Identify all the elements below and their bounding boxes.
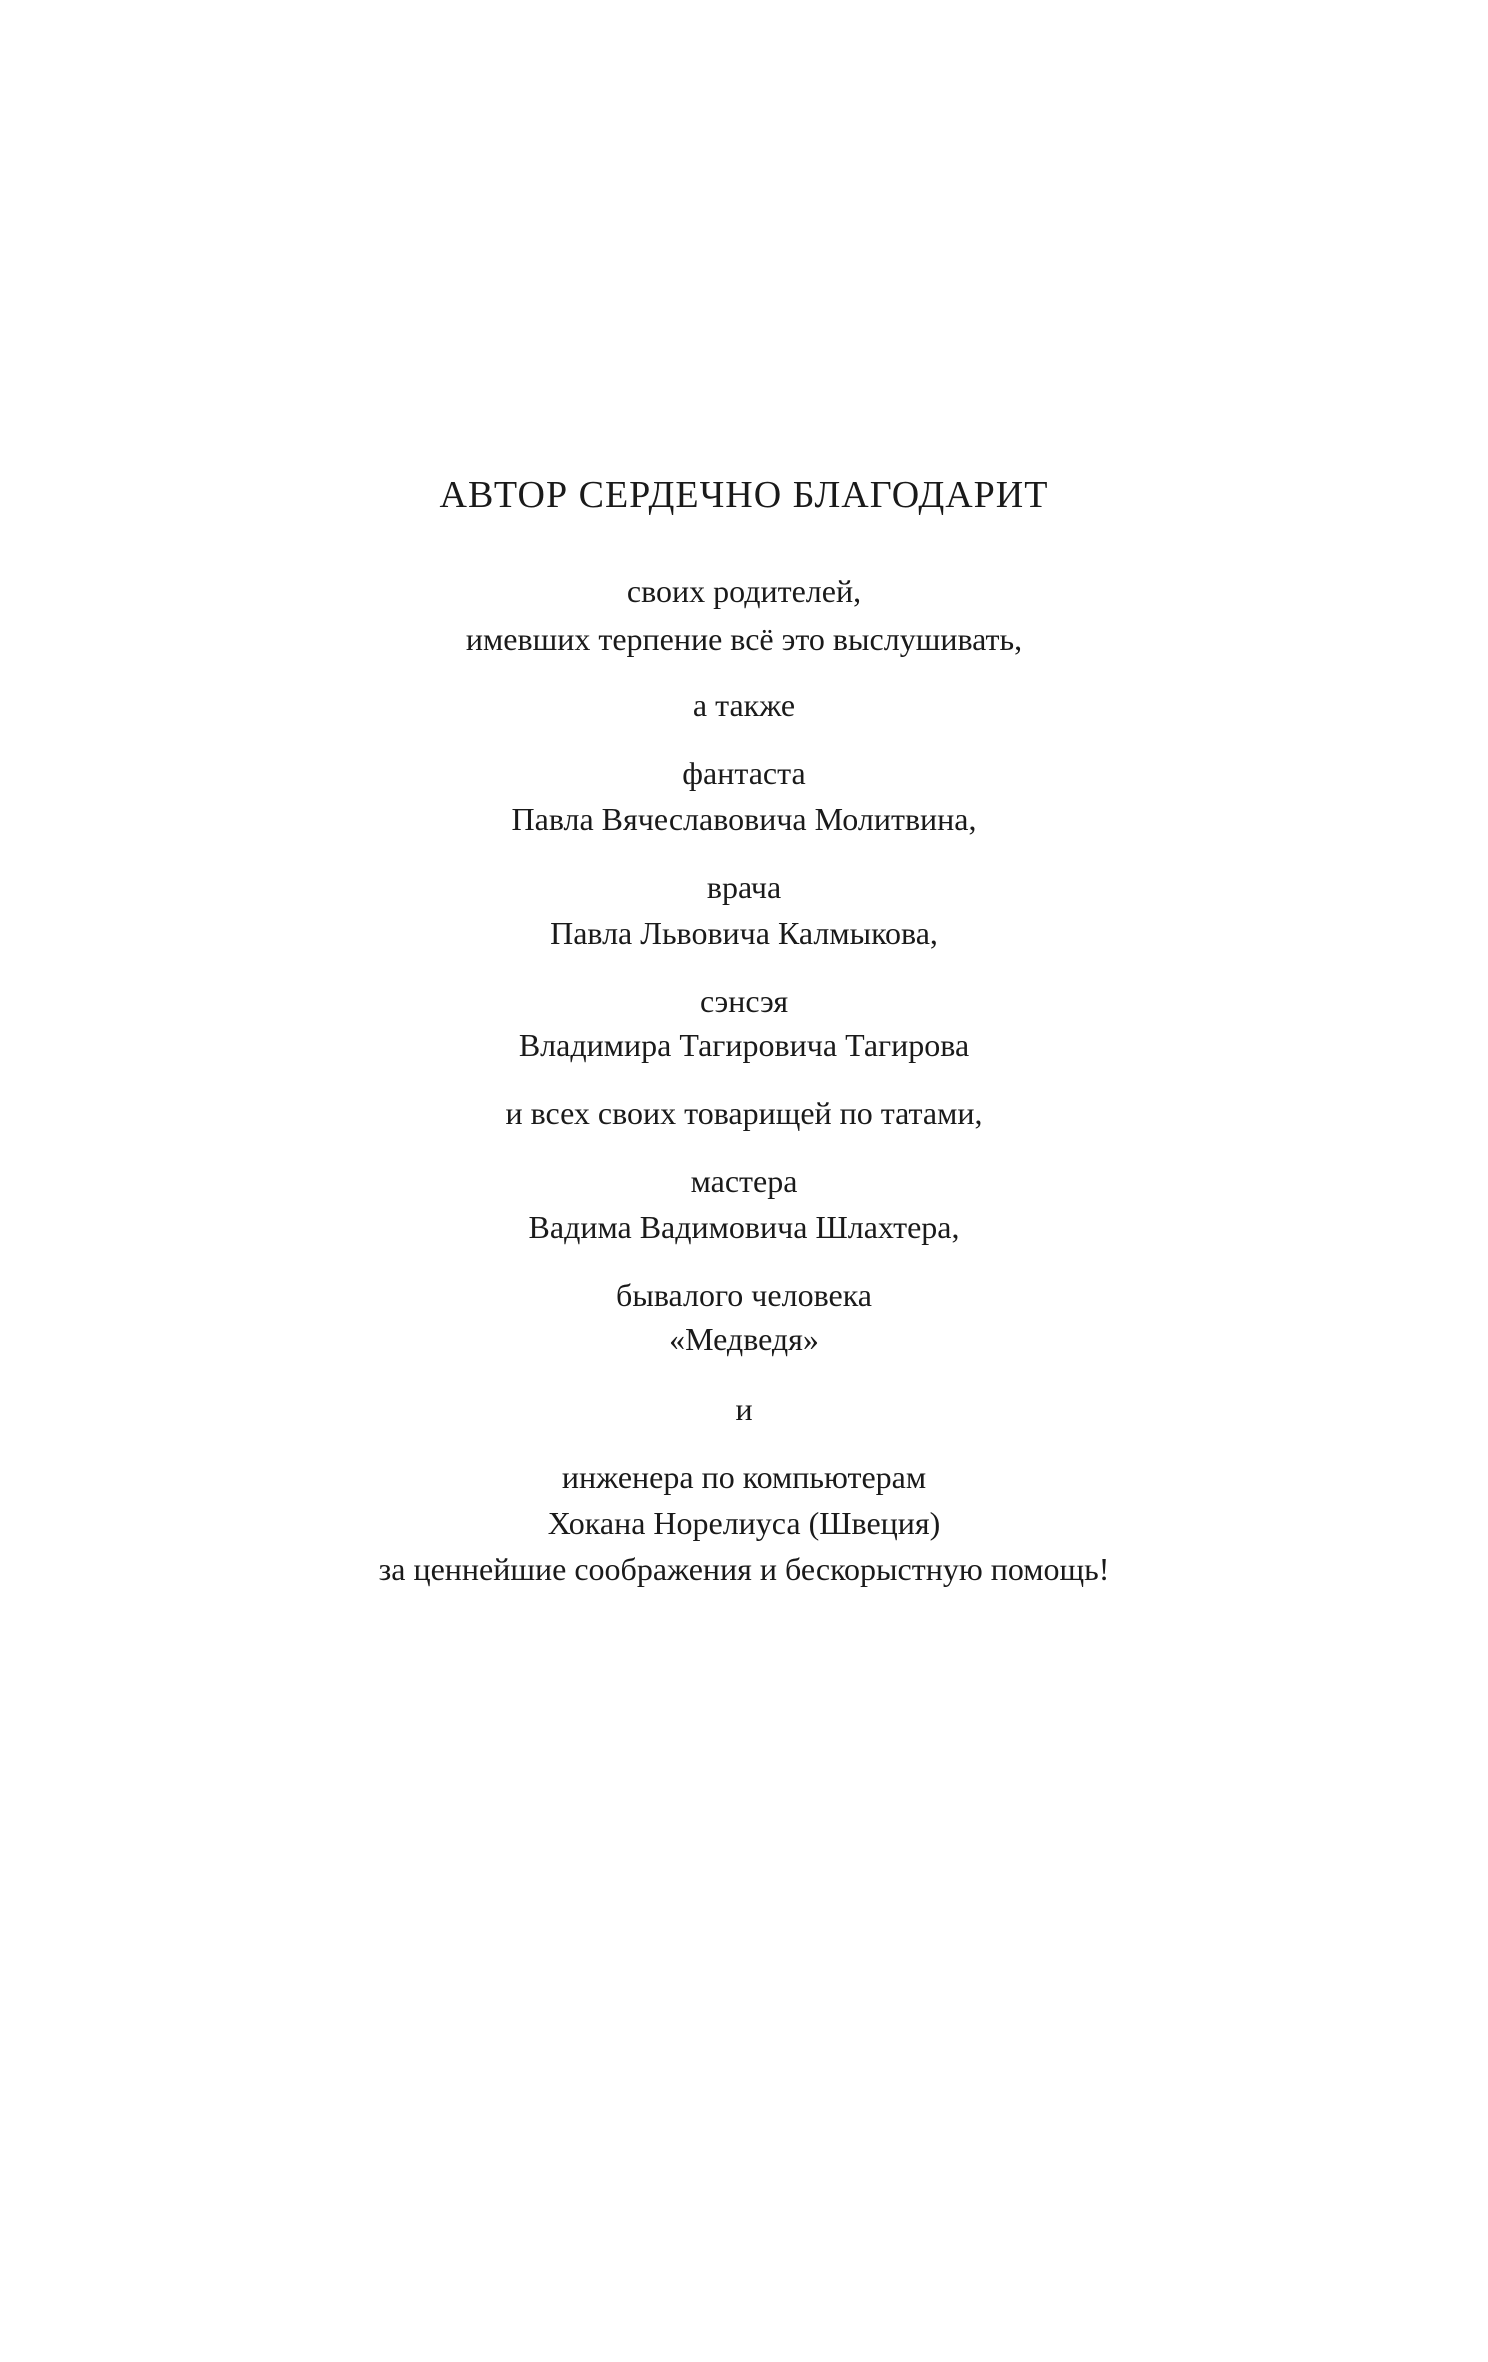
dedication-line: а также bbox=[692, 687, 796, 723]
dedication-line: Хокана Норелиуса (Швеция) bbox=[547, 1505, 941, 1541]
dedication-line: за ценнейшие соображения и бескорыстную помощь! bbox=[378, 1551, 1110, 1587]
dedication-line: мастера bbox=[690, 1163, 798, 1199]
dedication-line: Павла Львовича Калмыкова, bbox=[550, 915, 938, 951]
dedication-line: «Медведя» bbox=[669, 1321, 819, 1357]
dedication-heading: АВТОР СЕРДЕЧНО БЛАГОДАРИТ bbox=[439, 474, 1049, 516]
dedication-line: имевших терпение всё это выслушивать, bbox=[465, 621, 1023, 657]
dedication-line: Владимира Тагировича Тагирова bbox=[518, 1027, 970, 1063]
dedication-line: фантаста bbox=[682, 755, 806, 791]
dedication-line: бывалого человека bbox=[616, 1277, 872, 1313]
dedication-line: Вадима Вадимовича Шлахтера, bbox=[528, 1209, 960, 1245]
dedication-line: Павла Вячеславовича Молитвина, bbox=[511, 801, 977, 837]
dedication-line: инженера по компьютерам bbox=[561, 1459, 927, 1495]
dedication-line: и всех своих товарищей по татами, bbox=[505, 1095, 983, 1131]
dedication-line: врача bbox=[706, 869, 782, 905]
dedication-line: сэнсэя bbox=[699, 983, 789, 1019]
dedication-line: и bbox=[735, 1391, 753, 1427]
dedication-line: своих родителей, bbox=[626, 573, 862, 609]
